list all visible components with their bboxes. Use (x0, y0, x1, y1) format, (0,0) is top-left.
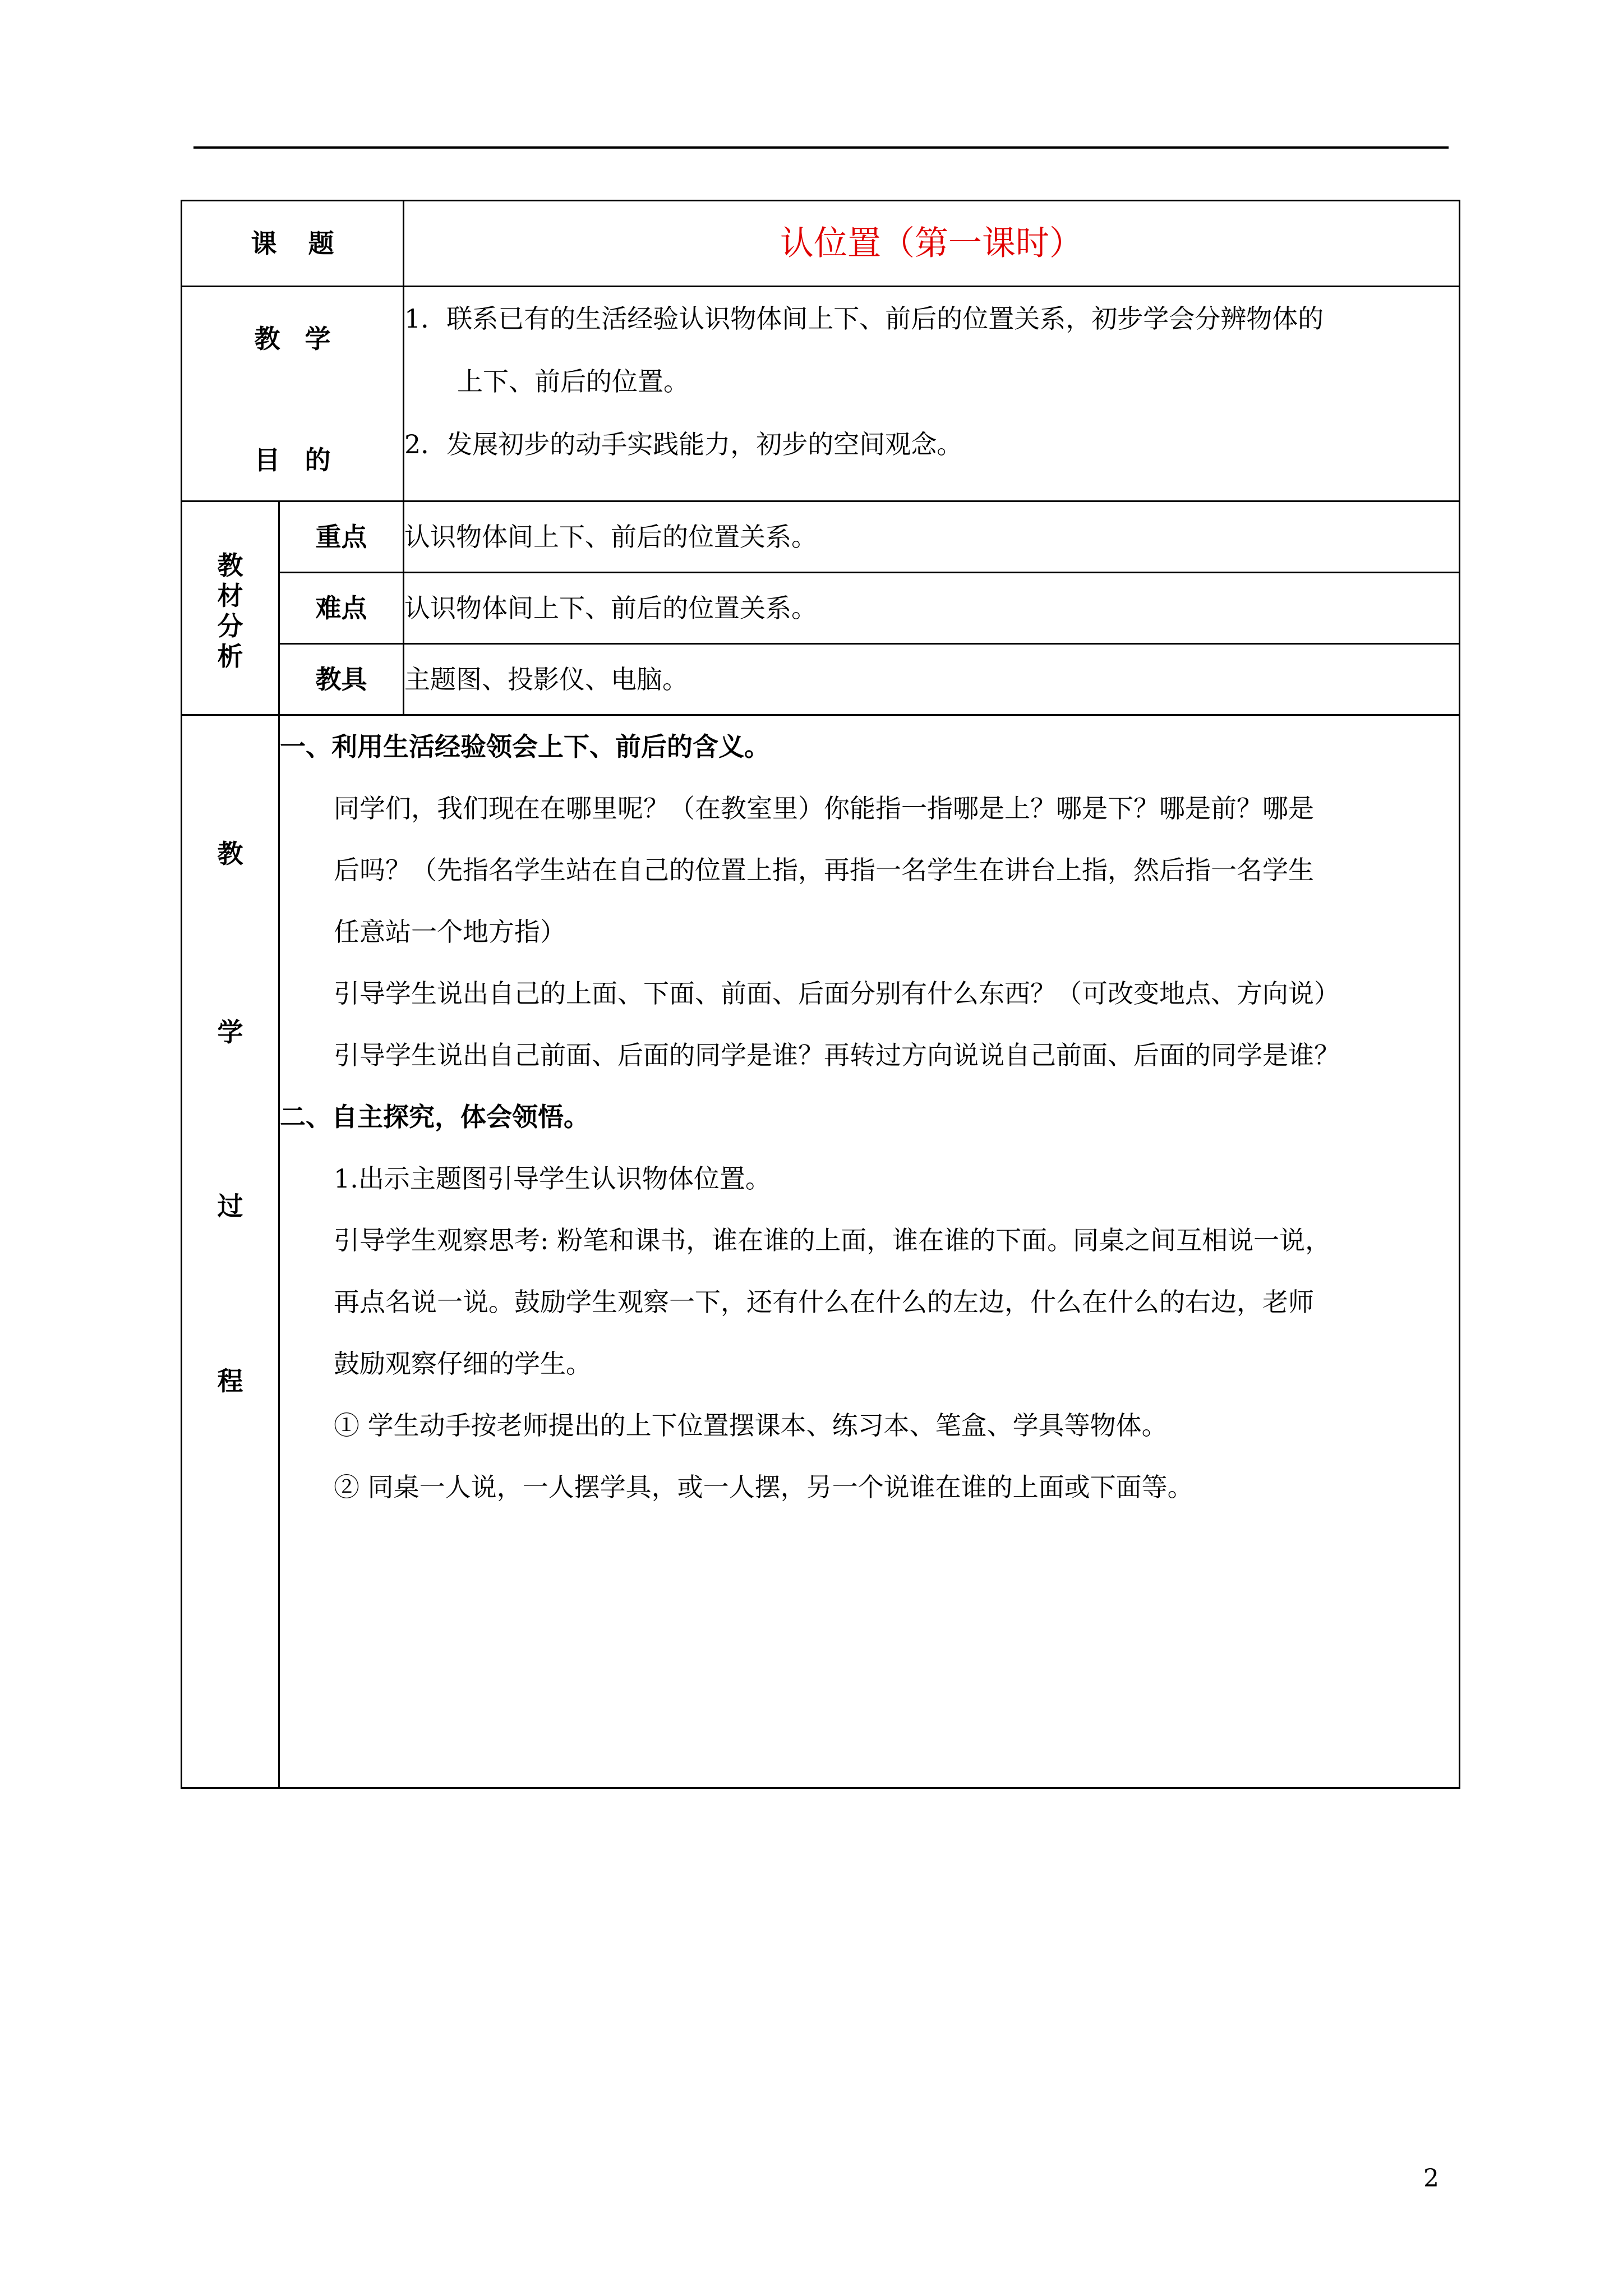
list-item-1: ① 学生动手按老师提出的上下位置摆课本、练习本、笔盒、学具等物体。 (334, 1410, 1168, 1441)
paragraph-1-line-3: 任意站一个地方指） (334, 917, 566, 947)
section-2-heading: 二、自主探究，体会领悟。 (280, 1102, 589, 1132)
objectives-label-char: 学 (305, 324, 331, 354)
lesson-plan-table (181, 200, 1460, 1789)
paragraph-5-line-2: 再点名说一说。鼓励学生观察一下，还有什么在什么的左边，什么在什么的右边，老师 (334, 1287, 1314, 1317)
analysis-row-tools (182, 644, 1460, 715)
paragraph-4: 1.出示主题图引导学生认识物体位置。 (334, 1163, 771, 1194)
lesson-title: 认位置（第一课时） (404, 201, 1460, 287)
paragraph-1-line-2: 后吗？（先指名学生站在自己的位置上指，再指一名学生在讲台上指，然后指一名学生 (334, 855, 1314, 885)
process-label-char: 学 (217, 1017, 243, 1047)
topic-label-char: 课 (251, 228, 277, 259)
topic-label-char: 题 (308, 228, 334, 259)
objectives-label-char: 目 (254, 445, 280, 475)
objective-1-cont: 上下、前后的位置。 (457, 366, 689, 397)
section-1-heading: 一、利用生活经验领会上下、前后的含义。 (280, 731, 770, 762)
process-row (182, 715, 1460, 1788)
objectives-label (182, 287, 404, 501)
paragraph-1-line-1: 同学们，我们现在在哪里呢？（在教室里）你能指一指哪是上？哪是下？哪是前？哪是 (334, 793, 1314, 823)
objectives-content (404, 287, 1460, 501)
process-label (182, 715, 279, 1788)
analysis-label-char: 析 (217, 641, 243, 671)
teaching-tools-label: 教具 (279, 644, 404, 715)
analysis-label-char: 材 (217, 581, 243, 611)
paragraph-3: 引导学生说出自己前面、后面的同学是谁？再转过方向说说自己前面、后面的同学是谁？ (334, 1040, 1340, 1070)
process-label-char: 过 (217, 1191, 243, 1221)
process-label-char: 教 (217, 839, 243, 869)
analysis-row-key (182, 501, 1460, 573)
objectives-label-char: 教 (254, 324, 280, 354)
analysis-label (182, 501, 279, 715)
analysis-label-char: 教 (217, 550, 243, 581)
process-label-char: 程 (217, 1366, 243, 1396)
paragraph-5-line-3: 鼓励观察仔细的学生。 (334, 1349, 592, 1379)
objective-2: 2．发展初步的动手实践能力，初步的空间观念。 (404, 429, 963, 459)
paragraph-2: 引导学生说出自己的上面、下面、前面、后面分别有什么东西？（可改变地点、方向说） (334, 978, 1340, 1009)
page-number: 2 (1423, 2164, 1439, 2193)
topic-row (182, 201, 1460, 287)
difficulty-text: 认识物体间上下、前后的位置关系。 (404, 573, 1460, 644)
paragraph-5-line-1: 引导学生观察思考: 粉笔和课书，谁在谁的上面，谁在谁的下面。同桌之间互相说一说， (334, 1225, 1331, 1255)
process-content (279, 715, 1460, 1788)
header-rule (193, 146, 1449, 149)
topic-label (182, 201, 404, 287)
objective-1: 1．联系已有的生活经验认识物体间上下、前后的位置关系，初步学会分辨物体的 (404, 303, 1324, 334)
key-point-text: 认识物体间上下、前后的位置关系。 (404, 501, 1460, 573)
list-item-2: ② 同桌一人说，一人摆学具，或一人摆，另一个说谁在谁的上面或下面等。 (334, 1472, 1193, 1502)
key-point-label: 重点 (279, 501, 404, 573)
teaching-tools-text: 主题图、投影仪、电脑。 (404, 644, 1460, 715)
difficulty-label: 难点 (279, 573, 404, 644)
objectives-label-char: 的 (305, 445, 331, 475)
objectives-row (182, 287, 1460, 501)
analysis-row-difficulty (182, 573, 1460, 644)
analysis-label-char: 分 (217, 611, 243, 641)
